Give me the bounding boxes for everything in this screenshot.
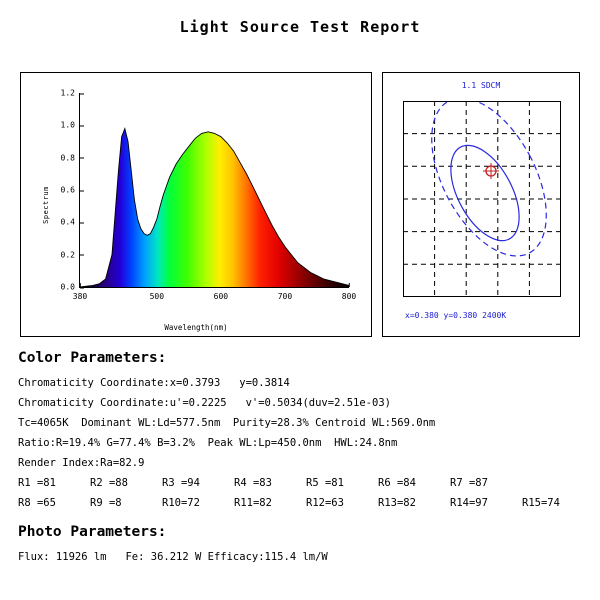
render-index-value: R9 =8 [90,497,122,509]
spectrum-x-tick: 600 [214,287,228,301]
color-parameters-section [18,350,594,513]
page-title: Light Source Test Report [179,18,421,36]
sdcm-title: 1.1 SDCM [461,81,501,90]
render-index-value: R12=63 [306,497,344,509]
render-index-value: R2 =88 [90,477,128,489]
spectrum-y-tick: 0.0 [61,283,80,292]
spectrum-x-tick: 500 [150,287,164,301]
render-index-value: R6 =84 [378,477,416,489]
sdcm-chart-panel [382,72,580,337]
render-index-row-1 [18,473,594,493]
spectrum-plot-area [60,88,357,301]
sdcm-coordinate-annotation: x=0.380 y=0.380 2400K [405,311,507,320]
spectrum-y-tick: 0.2 [61,250,80,259]
flux-fe-efficacy-line: Flux: 11926 lm Fe: 36.212 W Efficacy:115.4 lm/W [18,551,328,563]
render-index-value: R11=82 [234,497,272,509]
spectrum-x-axis-label: Wavelength(nm) [164,323,228,332]
spectrum-x-tick: 380 [73,287,87,301]
photo-parameters-section [18,524,328,567]
spectrum-y-tick: 1.2 [61,89,80,98]
render-index-value: R8 =65 [18,497,56,509]
color-parameters-heading: Color Parameters: [18,350,167,366]
photo-parameters-heading: Photo Parameters: [18,524,167,540]
spectrum-y-tick: 0.4 [61,218,80,227]
chromaticity-uv-line: Chromaticity Coordinate:u'=0.2225 v'=0.5034(duv=2.51e-03) [18,397,391,409]
spectrum-x-tick: 700 [278,287,292,301]
render-index-value: R3 =94 [162,477,200,489]
charts-area [0,72,600,337]
render-index-row-2 [18,493,594,513]
render-index-value: R10=72 [162,497,200,509]
spectrum-curve [80,93,349,287]
tc-dominant-purity-line: Tc=4065K Dominant WL:Ld=577.5nm Purity=28.3% Centroid WL:569.0nm [18,417,436,429]
spectrum-x-tick: 800 [342,287,356,301]
spectrum-y-axis-label: Spectrum [41,185,50,224]
spectrum-y-tick: 1.0 [61,121,80,130]
render-index-value: R4 =83 [234,477,272,489]
render-index-value: R5 =81 [306,477,344,489]
render-index-value: R14=97 [450,497,488,509]
spectrum-y-tick: 0.6 [61,186,80,195]
render-index-value: R1 =81 [18,477,56,489]
render-index-line: Render Index:Ra=82.9 [18,457,145,469]
chromaticity-xy-line: Chromaticity Coordinate:x=0.3793 y=0.3814 [18,377,290,389]
spectrum-y-tick: 0.8 [61,153,80,162]
ratio-peak-line: Ratio:R=19.4% G=77.4% B=3.2% Peak WL:Lp=450.0nm HWL:24.8nm [18,437,398,449]
sdcm-plot-area [403,101,561,297]
spectrum-chart-panel [20,72,372,337]
render-index-value: R15=74 [522,497,560,509]
render-index-value: R13=82 [378,497,416,509]
sdcm-graphic [403,101,561,297]
render-index-value: R7 =87 [450,477,488,489]
